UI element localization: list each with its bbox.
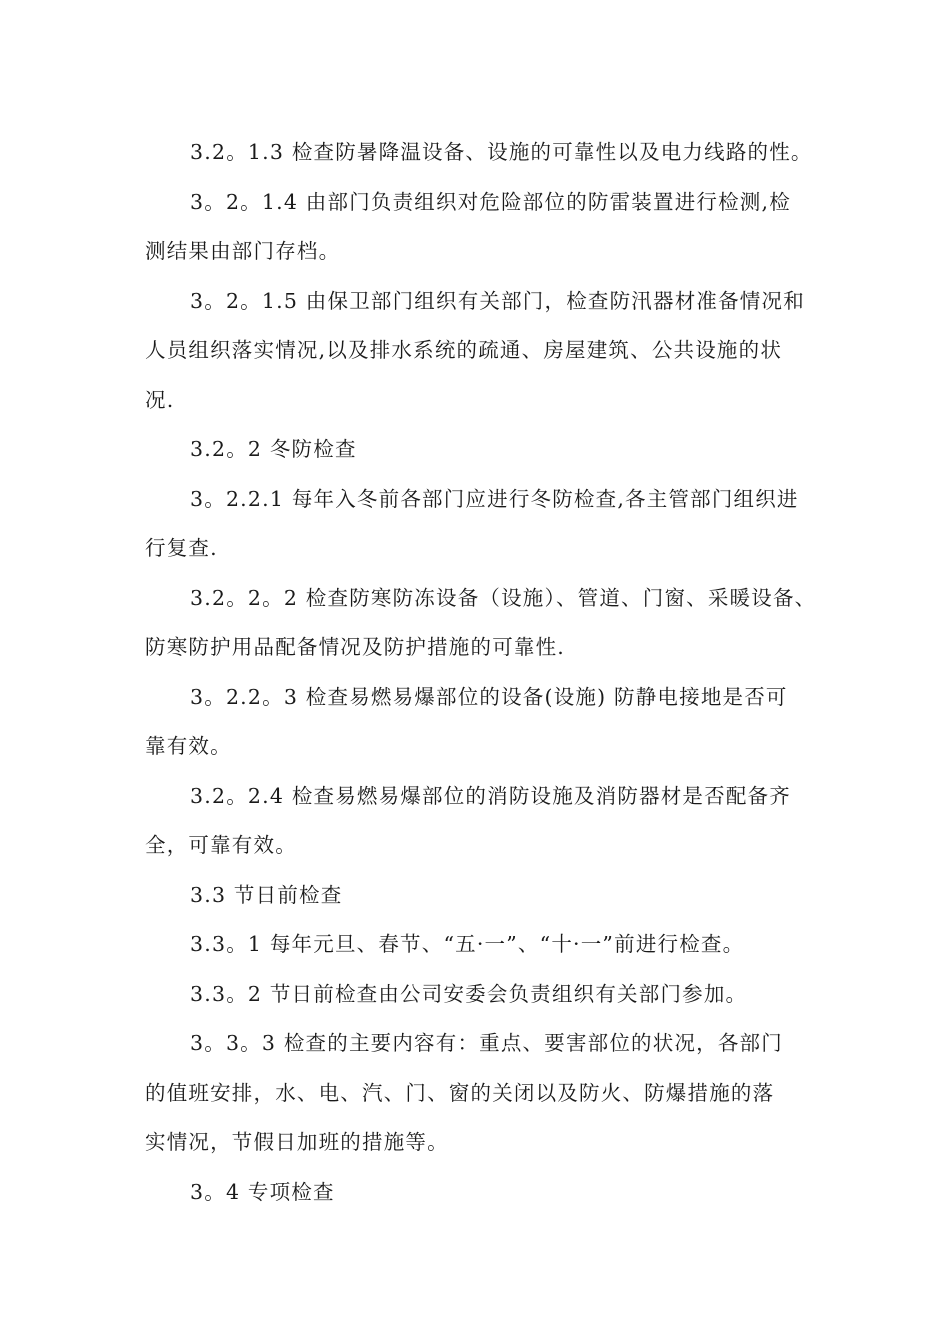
paragraph-3-2-2-4-line-1: 3.2。2.4 检查易燃易爆部位的消防设施及消防器材是否配备齐: [190, 784, 791, 808]
paragraph-3-2-2-2-line-2: 防寒防护用品配备情况及防护措施的可靠性.: [145, 635, 566, 659]
paragraph-3-2-1-5-line-2: 人员组织落实情况,以及排水系统的疏通、房屋建筑、公共设施的状: [145, 338, 783, 362]
paragraph-3-2-1-4-line-1: 3。2。1.4 由部门负责组织对危险部位的防雷装置进行检测,检: [190, 190, 791, 214]
paragraph-3-2-2-3-line-1: 3。2.2。3 检查易燃易爆部位的设备(设施) 防静电接地是否可: [190, 685, 788, 709]
paragraph-3-3-2-line-1: 3.3。2 节日前检查由公司安委会负责组织有关部门参加。: [190, 982, 748, 1006]
paragraph-3-2-1-5-line-1: 3。2。1.5 由保卫部门组织有关部门，检查防汛器材准备情况和: [190, 289, 805, 313]
paragraph-3-2-2-2-line-1: 3.2。2。2 检查防寒防冻设备（设施）、管道、门窗、采暖设备、: [190, 586, 817, 610]
heading-3-2-2: 3.2。2 冬防检查: [190, 437, 357, 461]
paragraph-3-3-3-line-1: 3。3。3 检查的主要内容有：重点、要害部位的状况，各部门: [190, 1031, 783, 1055]
paragraph-3-2-2-4-line-2: 全，可靠有效。: [145, 833, 297, 857]
paragraph-3-2-1-3-line-1: 3.2。1.3 检查防暑降温设备、设施的可靠性以及电力线路的性。: [190, 140, 813, 164]
heading-3-3: 3.3 节日前检查: [190, 883, 343, 907]
paragraph-3-2-2-3-line-2: 靠有效。: [145, 734, 232, 758]
paragraph-3-2-2-1-line-1: 3。2.2.1 每年入冬前各部门应进行冬防检查,各主管部门组织进: [190, 487, 799, 511]
paragraph-3-3-3-line-2: 的值班安排，水、电、汽、门、窗的关闭以及防火、防爆措施的落: [145, 1081, 775, 1105]
paragraph-3-3-1-line-1: 3.3。1 每年元旦、春节、“五·一”、“十·一”前进行检查。: [190, 932, 745, 956]
paragraph-3-3-3-line-3: 实情况，节假日加班的措施等。: [145, 1130, 449, 1154]
paragraph-3-2-2-1-line-2: 行复查.: [145, 536, 218, 560]
heading-3-4: 3。4 专项检查: [190, 1180, 335, 1204]
paragraph-3-2-1-4-line-2: 测结果由部门存档。: [145, 239, 341, 263]
paragraph-3-2-1-5-line-3: 况.: [145, 388, 175, 412]
